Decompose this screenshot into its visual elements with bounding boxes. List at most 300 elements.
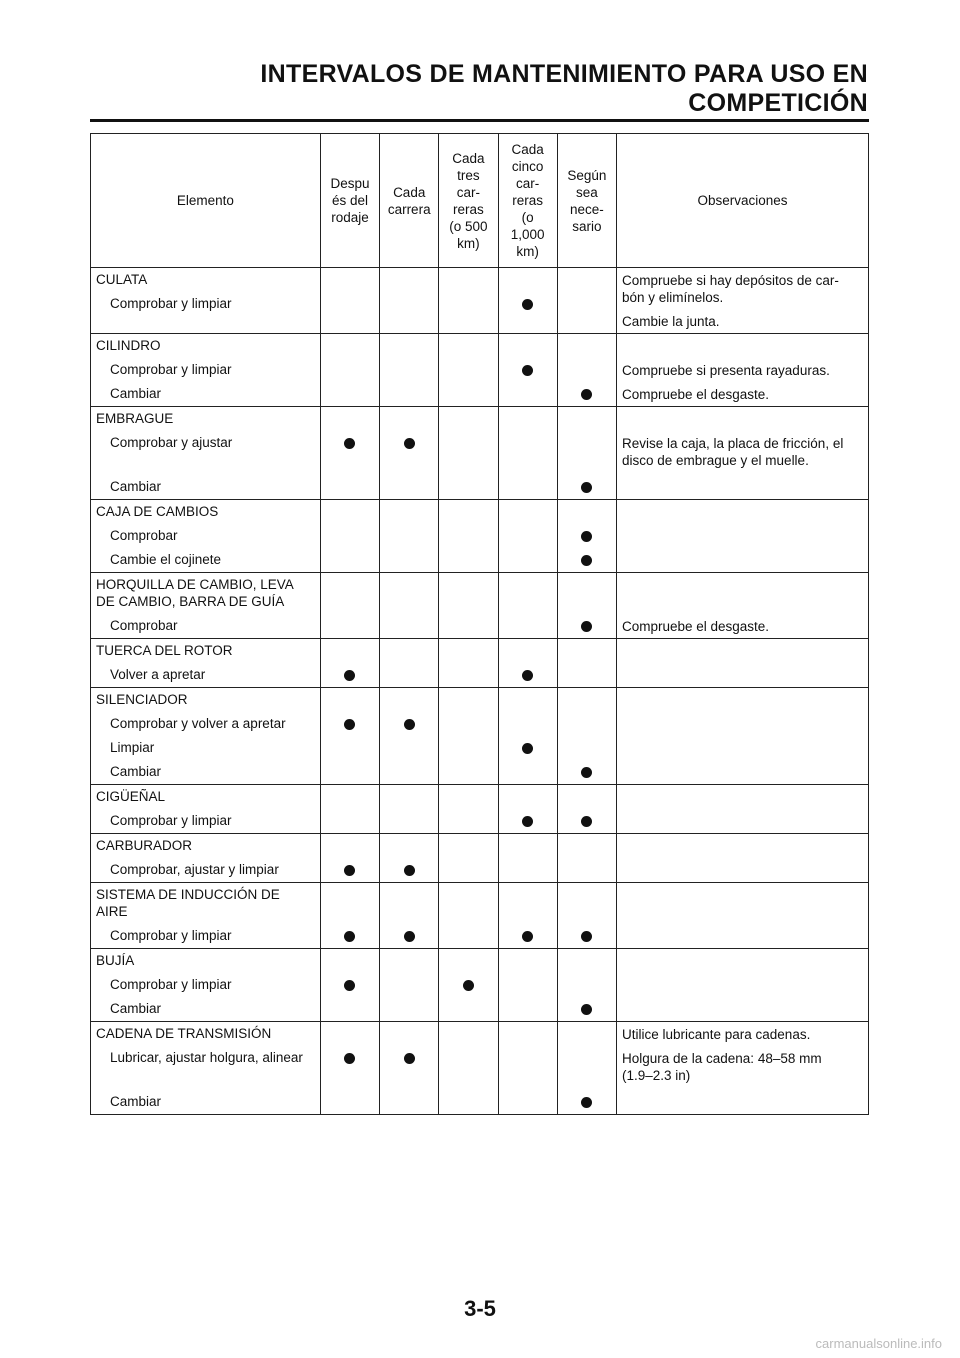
interval-cell <box>439 688 498 785</box>
interval-cell <box>320 688 379 785</box>
interval-cell <box>380 573 439 639</box>
mark-slot <box>558 924 616 948</box>
observation-text <box>617 883 868 924</box>
interval-cell <box>498 500 557 573</box>
check-mark-dot <box>522 670 533 681</box>
mark-slot <box>439 524 497 548</box>
observations-cell <box>616 883 868 949</box>
spacer <box>439 334 497 358</box>
mark-slot <box>439 431 497 475</box>
interval-cell <box>439 573 498 639</box>
mark-slot <box>321 358 379 382</box>
interval-cell <box>498 1022 557 1115</box>
mark-slot <box>499 809 557 833</box>
interval-cell <box>320 407 379 500</box>
interval-cell <box>380 407 439 500</box>
item-label: Comprobar y volver a apretar <box>110 716 286 731</box>
mark-slot <box>380 292 438 316</box>
observation-text: Revise la caja, la placa de fricción, el disco de embrague y el muelle. <box>621 436 844 468</box>
mark-slot <box>499 712 557 736</box>
mark-slot <box>439 292 497 316</box>
mark-slot <box>558 760 616 784</box>
interval-cell <box>380 785 439 834</box>
spacer <box>321 268 379 292</box>
element-cell <box>91 268 321 334</box>
mark-slot <box>321 1046 379 1090</box>
mark-slot <box>499 663 557 687</box>
item-label: Comprobar <box>110 618 178 633</box>
mark-slot <box>558 524 616 548</box>
table-row <box>91 949 869 1022</box>
mark-slot <box>439 548 497 572</box>
observations-cell <box>616 785 868 834</box>
observation-text <box>617 858 868 882</box>
spacer <box>439 834 497 858</box>
table-row <box>91 1022 869 1115</box>
observation-text: Compruebe si presenta rayaduras. <box>621 363 830 378</box>
observation-text <box>617 785 868 809</box>
mark-slot <box>380 475 438 499</box>
interval-cell <box>498 883 557 949</box>
check-mark-dot <box>581 531 592 542</box>
item-label: Cambiar <box>110 479 162 494</box>
spacer <box>380 268 438 292</box>
mark-slot <box>439 973 497 997</box>
observations-cell <box>616 268 868 334</box>
mark-slot <box>439 382 497 406</box>
column-header-cada-carrera: Cada carrera <box>380 134 439 268</box>
spacer <box>558 334 616 358</box>
mark-slot <box>558 382 616 406</box>
spacer <box>558 1022 616 1046</box>
spacer <box>499 639 557 663</box>
mark-slot <box>321 760 379 784</box>
table-row <box>91 883 869 949</box>
mark-slot <box>380 663 438 687</box>
group-name: BUJÍA <box>96 953 135 968</box>
observation-text <box>617 407 868 431</box>
mark-slot <box>380 382 438 406</box>
interval-cell <box>380 334 439 407</box>
spacer <box>499 785 557 809</box>
spacer <box>321 334 379 358</box>
interval-cell <box>380 688 439 785</box>
mark-slot <box>558 431 616 475</box>
interval-cell <box>439 1022 498 1115</box>
interval-cell <box>439 500 498 573</box>
mark-slot <box>499 431 557 475</box>
interval-cell <box>320 573 379 639</box>
mark-slot <box>499 858 557 882</box>
interval-cell <box>498 688 557 785</box>
interval-cell <box>557 334 616 407</box>
spacer <box>321 500 379 524</box>
mark-slot <box>321 292 379 316</box>
interval-cell <box>439 785 498 834</box>
mark-slot <box>380 548 438 572</box>
spacer <box>439 639 497 663</box>
observation-text: Compruebe si hay depósitos de car- bón y elimínelos. <box>621 273 839 305</box>
mark-slot <box>321 475 379 499</box>
interval-cell <box>557 785 616 834</box>
mark-slot <box>380 431 438 475</box>
spacer <box>499 688 557 712</box>
check-mark-dot <box>522 365 533 376</box>
mark-slot <box>499 475 557 499</box>
spacer <box>321 573 379 614</box>
check-mark-dot <box>404 1053 415 1064</box>
spacer <box>380 500 438 524</box>
observations-cell <box>616 1022 868 1115</box>
mark-slot <box>439 614 497 638</box>
mark-slot <box>439 358 497 382</box>
observations-cell <box>616 500 868 573</box>
interval-cell <box>439 268 498 334</box>
mark-slot <box>380 1090 438 1114</box>
observation-text <box>617 973 868 997</box>
mark-slot <box>439 475 497 499</box>
mark-slot <box>558 712 616 736</box>
interval-cell <box>557 268 616 334</box>
interval-cell <box>557 688 616 785</box>
mark-slot <box>499 614 557 638</box>
mark-slot <box>439 663 497 687</box>
spacer <box>558 639 616 663</box>
check-mark-dot <box>522 299 533 310</box>
item-label: Cambiar <box>110 764 162 779</box>
spacer <box>499 573 557 614</box>
mark-slot <box>558 1090 616 1114</box>
observation-text: Compruebe el desgaste. <box>621 387 770 402</box>
item-label: Volver a apretar <box>110 667 206 682</box>
mark-slot <box>558 358 616 382</box>
mark-slot <box>321 736 379 760</box>
table-row <box>91 688 869 785</box>
spacer <box>499 500 557 524</box>
element-cell <box>91 949 321 1022</box>
check-mark-dot <box>581 482 592 493</box>
interval-cell <box>557 883 616 949</box>
mark-slot <box>558 475 616 499</box>
check-mark-dot <box>581 1097 592 1108</box>
spacer <box>380 949 438 973</box>
mark-slot <box>439 997 497 1021</box>
mark-slot <box>439 736 497 760</box>
spacer <box>439 688 497 712</box>
observation-text <box>617 736 868 760</box>
element-cell <box>91 639 321 688</box>
item-label: Comprobar y limpiar <box>110 928 232 943</box>
observations-cell <box>616 688 868 785</box>
spacer <box>439 268 497 292</box>
mark-slot <box>321 924 379 948</box>
interval-cell <box>498 949 557 1022</box>
interval-cell <box>380 834 439 883</box>
interval-cell <box>498 573 557 639</box>
check-mark-dot <box>522 743 533 754</box>
item-label: Comprobar y limpiar <box>110 362 232 377</box>
spacer <box>380 1022 438 1046</box>
interval-cell <box>439 334 498 407</box>
mark-slot <box>439 1090 497 1114</box>
check-mark-dot <box>404 719 415 730</box>
element-cell <box>91 500 321 573</box>
mark-slot <box>558 292 616 316</box>
mark-slot <box>499 1046 557 1090</box>
watermark: carmanualsonline.info <box>815 1336 942 1351</box>
table-header-row <box>91 134 869 268</box>
mark-slot <box>321 1090 379 1114</box>
spacer <box>558 688 616 712</box>
mark-slot <box>380 614 438 638</box>
mark-slot <box>558 1046 616 1090</box>
column-header-observaciones: Observaciones <box>616 134 868 268</box>
group-name: SILENCIADOR <box>96 692 188 707</box>
spacer <box>499 1022 557 1046</box>
spacer <box>439 949 497 973</box>
item-label: Cambiar <box>110 1001 162 1016</box>
spacer <box>321 883 379 924</box>
maintenance-schedule-table <box>90 133 869 1115</box>
element-cell <box>91 573 321 639</box>
mark-slot <box>380 760 438 784</box>
check-mark-dot <box>463 980 474 991</box>
mark-slot <box>380 524 438 548</box>
observation-text <box>617 524 868 548</box>
spacer <box>499 407 557 431</box>
mark-slot <box>380 358 438 382</box>
interval-cell <box>380 1022 439 1115</box>
item-label: Cambiar <box>110 1094 162 1109</box>
interval-cell <box>498 639 557 688</box>
mark-slot <box>558 736 616 760</box>
observation-text: Holgura de la cadena: 48–58 mm (1.9–2.3 in) <box>621 1051 822 1083</box>
interval-cell <box>320 268 379 334</box>
check-mark-dot <box>404 931 415 942</box>
observations-cell <box>616 407 868 500</box>
spacer <box>558 785 616 809</box>
interval-cell <box>320 639 379 688</box>
mark-slot <box>499 524 557 548</box>
mark-slot <box>321 973 379 997</box>
check-mark-dot <box>581 1004 592 1015</box>
mark-slot <box>439 760 497 784</box>
observation-text <box>617 834 868 858</box>
group-name: CARBURADOR <box>96 838 193 853</box>
page-header <box>260 60 868 118</box>
column-header-cada-cinco-carreras: Cada cinco car- reras (o 1,000 km) <box>498 134 557 268</box>
check-mark-dot <box>581 555 592 566</box>
check-mark-dot <box>581 621 592 632</box>
element-cell <box>91 1022 321 1115</box>
mark-slot <box>321 663 379 687</box>
mark-slot <box>558 663 616 687</box>
mark-slot <box>380 997 438 1021</box>
observations-cell <box>616 334 868 407</box>
mark-slot <box>321 858 379 882</box>
element-cell <box>91 334 321 407</box>
column-header-segun-necesario: Según sea nece- sario <box>557 134 616 268</box>
observation-text <box>617 949 868 973</box>
table-row <box>91 407 869 500</box>
spacer <box>558 883 616 924</box>
mark-slot <box>380 736 438 760</box>
observation-text <box>617 1087 868 1111</box>
group-name: EMBRAGUE <box>96 411 174 426</box>
mark-slot <box>439 712 497 736</box>
spacer <box>499 334 557 358</box>
mark-slot <box>558 809 616 833</box>
interval-cell <box>498 334 557 407</box>
element-cell <box>91 883 321 949</box>
spacer <box>380 407 438 431</box>
table-row <box>91 785 869 834</box>
spacer <box>439 407 497 431</box>
spacer <box>558 500 616 524</box>
group-name: HORQUILLA DE CAMBIO, LEVA DE CAMBIO, BARRA DE GUÍA <box>96 577 294 609</box>
mark-slot <box>558 614 616 638</box>
element-cell <box>91 688 321 785</box>
observation-text <box>617 334 868 358</box>
interval-cell <box>498 834 557 883</box>
interval-cell <box>380 639 439 688</box>
mark-slot <box>380 809 438 833</box>
mark-slot <box>380 1046 438 1090</box>
mark-slot <box>558 858 616 882</box>
mark-slot <box>321 382 379 406</box>
spacer <box>558 407 616 431</box>
interval-cell <box>439 834 498 883</box>
interval-cell <box>498 268 557 334</box>
mark-slot <box>499 382 557 406</box>
table-row <box>91 834 869 883</box>
observation-text <box>617 997 868 1021</box>
page-number: 3-5 <box>464 1296 496 1321</box>
observation-text: Utilice lubricante para cadenas. <box>621 1027 811 1042</box>
check-mark-dot <box>344 438 355 449</box>
spacer <box>499 949 557 973</box>
interval-cell <box>380 883 439 949</box>
page-title-line-2: COMPETICIÓN <box>688 89 868 117</box>
table-row <box>91 639 869 688</box>
observations-cell <box>616 949 868 1022</box>
mark-slot <box>499 973 557 997</box>
group-name: CIGÜEÑAL <box>96 789 166 804</box>
interval-cell <box>439 639 498 688</box>
spacer <box>439 1022 497 1046</box>
spacer <box>380 883 438 924</box>
spacer <box>439 500 497 524</box>
spacer <box>321 639 379 663</box>
table-row <box>91 268 869 334</box>
spacer <box>321 834 379 858</box>
item-label: Cambiar <box>110 386 162 401</box>
interval-cell <box>320 334 379 407</box>
observation-text <box>617 688 868 712</box>
spacer <box>558 949 616 973</box>
spacer <box>380 688 438 712</box>
observation-text <box>617 573 868 614</box>
spacer <box>439 573 497 614</box>
table-row <box>91 500 869 573</box>
spacer <box>558 834 616 858</box>
mark-slot <box>499 358 557 382</box>
mark-slot <box>439 924 497 948</box>
observation-text <box>617 548 868 572</box>
interval-cell <box>320 834 379 883</box>
interval-cell <box>320 500 379 573</box>
interval-cell <box>320 949 379 1022</box>
spacer <box>439 785 497 809</box>
observation-text <box>617 639 868 663</box>
observation-text: Compruebe el desgaste. <box>621 619 770 634</box>
observation-text <box>617 809 868 833</box>
group-name: CAJA DE CAMBIOS <box>96 504 219 519</box>
spacer <box>380 834 438 858</box>
spacer <box>321 949 379 973</box>
interval-cell <box>557 407 616 500</box>
observation-text <box>617 760 868 784</box>
check-mark-dot <box>581 816 592 827</box>
item-label: Lubricar, ajustar holgura, alinear <box>110 1050 303 1065</box>
mark-slot <box>439 809 497 833</box>
interval-cell <box>557 639 616 688</box>
check-mark-dot <box>344 719 355 730</box>
spacer <box>380 639 438 663</box>
mark-slot <box>499 548 557 572</box>
mark-slot <box>321 524 379 548</box>
mark-slot <box>321 548 379 572</box>
check-mark-dot <box>581 767 592 778</box>
spacer <box>439 883 497 924</box>
spacer <box>499 268 557 292</box>
interval-cell <box>380 949 439 1022</box>
mark-slot <box>558 973 616 997</box>
observations-cell <box>616 639 868 688</box>
mark-slot <box>321 431 379 475</box>
column-header-despues-rodaje: Despu és del rodaje <box>320 134 379 268</box>
element-cell <box>91 785 321 834</box>
observation-text <box>617 924 868 948</box>
group-name: TUERCA DEL ROTOR <box>96 643 233 658</box>
interval-cell <box>380 500 439 573</box>
table-row <box>91 334 869 407</box>
item-label: Comprobar y limpiar <box>110 296 232 311</box>
interval-cell <box>380 268 439 334</box>
table-row <box>91 573 869 639</box>
mark-slot <box>321 997 379 1021</box>
title-divider <box>90 119 869 122</box>
mark-slot <box>321 614 379 638</box>
interval-cell <box>557 834 616 883</box>
observations-cell <box>616 573 868 639</box>
observations-cell <box>616 834 868 883</box>
item-label: Comprobar y limpiar <box>110 977 232 992</box>
interval-cell <box>320 883 379 949</box>
column-header-elemento: Elemento <box>91 134 321 268</box>
spacer <box>499 834 557 858</box>
mark-slot <box>499 924 557 948</box>
mark-slot <box>499 736 557 760</box>
item-label: Limpiar <box>110 740 155 755</box>
check-mark-dot <box>344 931 355 942</box>
check-mark-dot <box>344 1053 355 1064</box>
group-name: CADENA DE TRANSMISIÓN <box>96 1026 272 1041</box>
mark-slot <box>499 760 557 784</box>
interval-cell <box>498 407 557 500</box>
interval-cell <box>557 573 616 639</box>
interval-cell <box>439 883 498 949</box>
